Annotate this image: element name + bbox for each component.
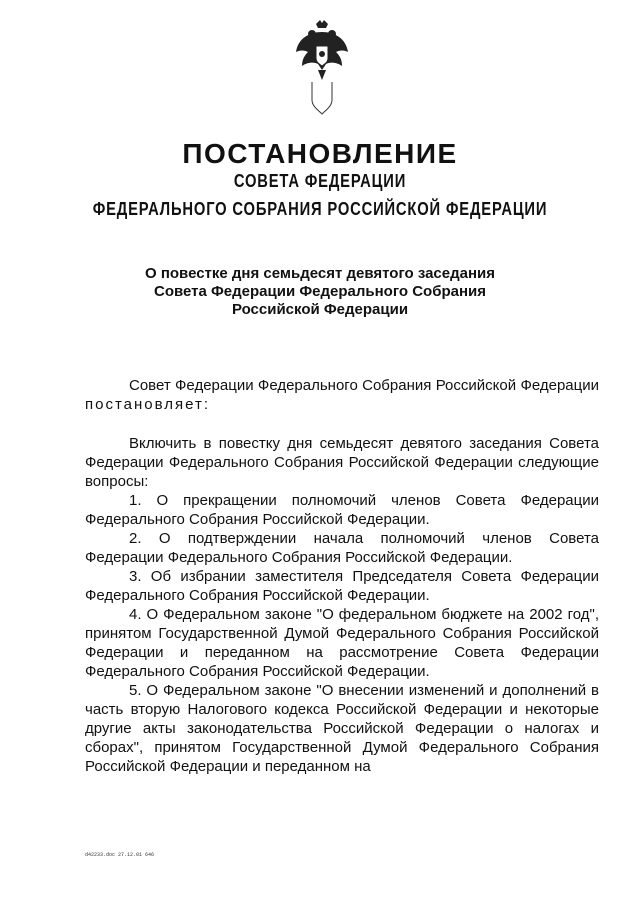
subject-heading bbox=[100, 265, 540, 319]
decree-word: постановляет: bbox=[85, 396, 211, 413]
document-title: ПОСТАНОВЛЕНИЕ bbox=[182, 138, 458, 169]
subject-line: Российской Федерации bbox=[231, 301, 409, 318]
decision-section bbox=[85, 434, 599, 776]
agenda-item: 1. О прекращении полномочий членов Совета Федерации Федерального Собрания Российской Федерации. bbox=[85, 492, 599, 528]
agenda-item: 4. О Федеральном законе "О федеральном бюджете на 2002 год", принятом Государственной Думой Федерального Собрания Российской Федерации и переданном на рассмотрение Совета Федерации Федерального Собрания Российской Федерации. bbox=[85, 606, 599, 680]
document-footer-code: d42233.doc 27.12.01 646 bbox=[85, 852, 155, 858]
subject-line: О повестке дня семьдесят девятого заседания bbox=[144, 265, 496, 282]
agenda-item: 2. О подтверждении начала полномочий членов Совета Федерации Федерального Собрания Российской Федерации. bbox=[85, 530, 599, 566]
document-subtitle-line2: ФЕДЕРАЛЬНОГО СОБРАНИЯ РОССИЙСКОЙ ФЕДЕРАЦИИ bbox=[92, 199, 548, 219]
intro-paragraph bbox=[85, 376, 599, 414]
decision-lead: Включить в повестку дня семьдесят девятого заседания Совета Федерации Федерального Собрания Российской Федерации следующие вопросы: bbox=[85, 435, 599, 490]
intro-text: Совет Федерации Федерального Собрания Российской Федерации bbox=[129, 377, 599, 394]
subject-line: Совета Федерации Федерального Собрания bbox=[153, 283, 487, 300]
document-subtitle-line1: СОВЕТА ФЕДЕРАЦИИ bbox=[233, 171, 407, 191]
coat-of-arms-icon bbox=[290, 18, 354, 118]
agenda-item: 3. Об избрании заместителя Председателя Совета Федерации Федерального Собрания Российской Федерации. bbox=[85, 568, 599, 604]
agenda-item: 5. О Федеральном законе "О внесении изменений и дополнений в часть вторую Налогового кодекса Российской Федерации и некоторые другие акты законодательства Российской Федерации о налогах и сборах", принятом Государственной Думой Федерального Собрания Российской Федерации и переданном на bbox=[85, 682, 599, 775]
